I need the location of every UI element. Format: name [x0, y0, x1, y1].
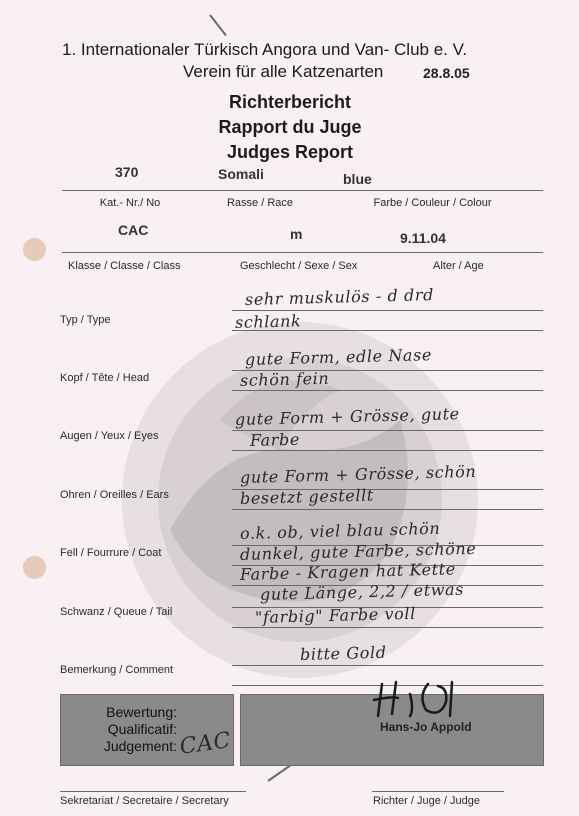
divider-entry-row2: [62, 252, 543, 253]
colour-label: Farbe / Couleur / Colour: [373, 197, 492, 209]
section-label-eyes: Augen / Yeux / Eyes: [60, 430, 159, 442]
section-label-type: Typ / Type: [60, 314, 111, 326]
section-line-ears-2: [232, 509, 543, 510]
section-text-ears-1: gute Form + Grösse, schön: [239, 461, 477, 487]
section-label-comment: Bemerkung / Comment: [60, 664, 174, 676]
punch-hole-bottom: [23, 556, 46, 579]
colour-value: blue: [343, 171, 372, 187]
section-label-coat: Fell / Fourrure / Coat: [60, 547, 162, 559]
section-text-tail-2: "farbig" Farbe voll: [254, 603, 417, 627]
breed-label: Rasse / Race: [226, 197, 294, 209]
grade-label-en: Judgement:: [103, 738, 177, 754]
grade-value: CAC: [178, 727, 233, 760]
age-label: Alter / Age: [433, 260, 484, 272]
section-text-tail-1: gute Länge, 2,2 / etwas: [259, 579, 465, 604]
section-text-head-2: schön fein: [239, 368, 330, 390]
breed-value: Somali: [218, 166, 264, 182]
catalog-number-value: 370: [115, 164, 139, 180]
class-value: CAC: [118, 222, 149, 238]
class-label: Klasse / Classe / Class: [68, 260, 181, 272]
judge-signature: [370, 676, 490, 720]
grade-label-fr: Qualificatif:: [107, 721, 177, 737]
section-text-eyes-1: gute Form + Grösse, gute: [234, 404, 460, 429]
section-line-eyes-2: [232, 450, 543, 451]
section-text-type-2: schlank: [234, 311, 302, 332]
grade-label-de: Bewertung:: [106, 704, 177, 720]
judge-signature-line: [372, 791, 504, 792]
secretary-signature-line: [60, 791, 246, 792]
section-text-comment: bitte Gold: [299, 642, 387, 664]
section-label-tail: Schwanz / Queue / Tail: [60, 606, 173, 618]
secretary-label: Sekretariat / Secretaire / Secretary: [60, 795, 229, 807]
section-line-comment-1: [232, 665, 543, 666]
section-text-coat-3: Farbe - Kragen hat Kette: [239, 559, 457, 584]
catalog-number-label: Kat.- Nr./ No: [99, 197, 161, 209]
judge-label: Richter / Juge / Judge: [373, 795, 481, 807]
sex-label: Geschlecht / Sexe / Sex: [240, 260, 358, 272]
section-label-ears: Ohren / Oreilles / Ears: [60, 489, 169, 501]
section-line-tail-2: [232, 627, 543, 628]
divider-entry-row1: [62, 190, 543, 191]
section-label-head: Kopf / Tête / Head: [60, 372, 150, 384]
judge-name: Hans-Jo Appold: [380, 720, 472, 734]
club-name-line2: Verein für alle Katzenarten: [183, 62, 384, 81]
section-text-head-1: gute Form, edle Nase: [244, 345, 433, 369]
section-text-eyes-2: Farbe: [249, 429, 301, 450]
report-title-en: Judges Report: [226, 142, 354, 162]
section-text-type-1: sehr muskulös - d drd: [244, 285, 435, 309]
grade-label: [62, 704, 177, 755]
birth-date-value: 9.11.04: [400, 230, 446, 246]
section-line-head-2: [232, 390, 543, 391]
show-date: 28.8.05: [423, 65, 470, 81]
sex-value: m: [290, 226, 303, 242]
report-title-fr: Rapport du Juge: [218, 117, 362, 137]
section-text-coat-2: dunkel, gute Farbe, schöne: [239, 538, 477, 564]
club-name-line1: 1. Internationaler Türkisch Angora und Van- Club e. V.: [62, 40, 468, 59]
pen-stroke-top: [209, 14, 227, 36]
section-text-coat-1: o.k. ob, viel blau schön: [239, 518, 441, 543]
section-text-ears-2: besetzt gestellt: [239, 485, 375, 508]
punch-hole-top: [23, 238, 46, 261]
report-title-de: Richterbericht: [228, 92, 352, 112]
